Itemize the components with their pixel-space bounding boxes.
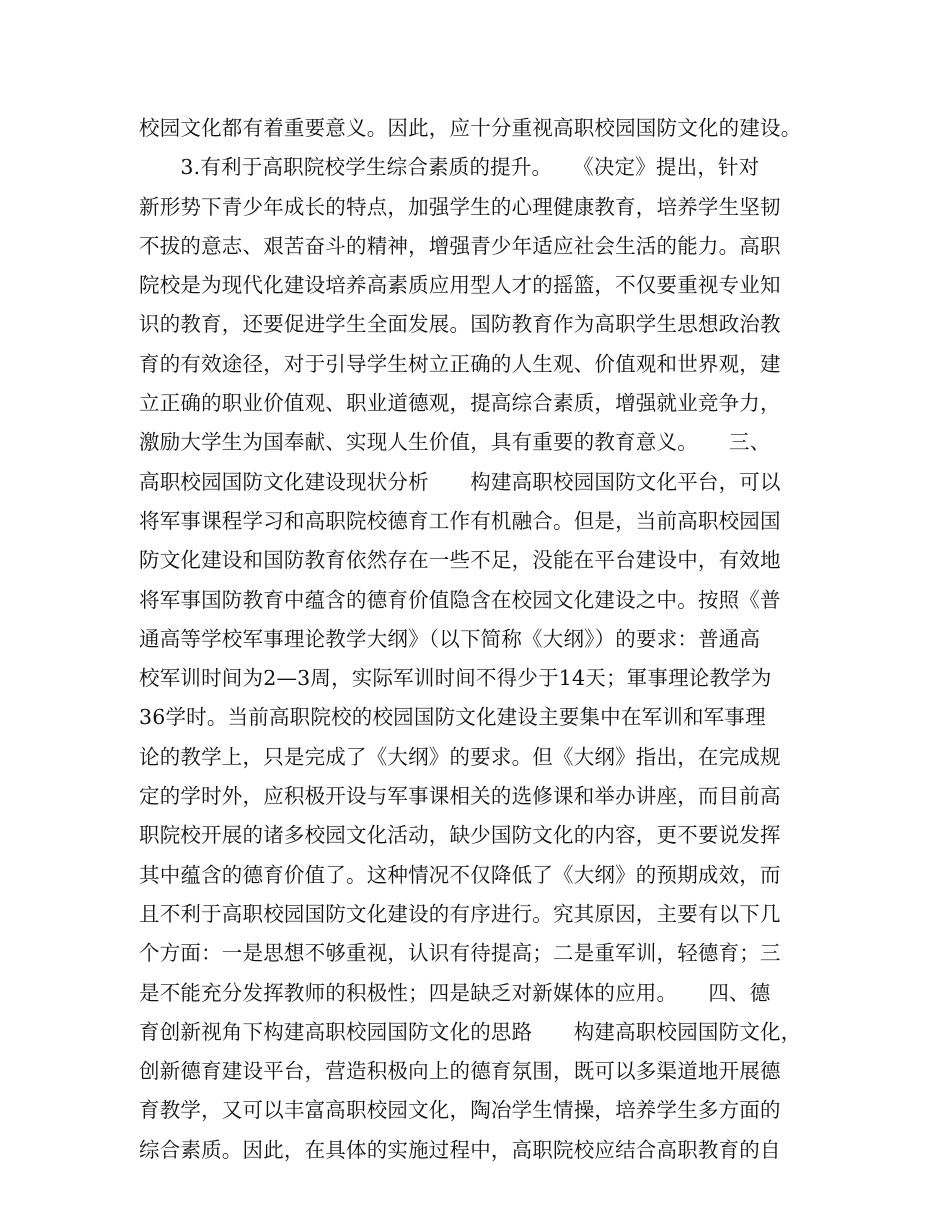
text-line: 将军事课程学习和高职院校德育工作有机融合。但是，当前高职校园国 [139, 508, 781, 533]
text-line: 个方面：一是思想不够重视，认识有待提高；二是重军训，轻德育；三 [139, 941, 781, 966]
text-line: 新形势下青少年成长的特点，加强学生的心理健康教育，培养学生坚韧 [139, 194, 781, 219]
text-line: 是不能充分发挥教师的积极性；四是缺乏对新媒体的应用。 四、德 [139, 980, 771, 1005]
text-line: 且不利于高职校园国防文化建设的有序进行。究其原因，主要有以下几 [139, 901, 781, 926]
text-line: 校军训时间为2—3周，实际军训时间不得少于14天；軍事理论教学为 [139, 666, 772, 691]
text-line: 其中蕴含的德育价值了。这种情况不仅降低了《大纲》的预期成效，而 [139, 862, 781, 887]
body-text [139, 109, 829, 1170]
text-line: 3.有利于高职院校学生综合素质的提升。 《决定》提出，针对 [139, 155, 760, 180]
text-line: 育教学，又可以丰富高职校园文化，陶冶学生情操，培养学生多方面的 [139, 1098, 781, 1123]
text-line: 立正确的职业价值观、职业道德观，提高综合素质，增强就业竞争力， [139, 391, 781, 416]
text-line: 识的教育，还要促进学生全面发展。国防教育作为高职学生思想政治教 [139, 312, 781, 337]
text-line: 定的学时外，应积极开设与军事课相关的选修课和举办讲座，而目前高 [139, 784, 781, 809]
text-line: 论的教学上，只是完成了《大纲》的要求。但《大纲》指出，在完成规 [139, 744, 781, 769]
text-line: 创新德育建设平台，营造积极向上的德育氛围，既可以多渠道地开展德 [139, 1059, 781, 1084]
text-line: 高职校园国防文化建设现状分析 构建高职校园国防文化平台，可以 [139, 469, 781, 494]
text-line: 防文化建设和国防教育依然存在一些不足，没能在平台建设中，有效地 [139, 548, 781, 573]
text-line: 育的有效途径，对于引导学生树立正确的人生观、价值观和世界观，建 [139, 351, 781, 376]
text-line: 院校是为现代化建设培养高素质应用型人才的摇篮，不仅要重视专业知 [139, 273, 781, 298]
text-line: 36学时。当前高职院校的校园国防文化建设主要集中在军训和军事理 [139, 705, 766, 730]
text-line: 综合素质。因此，在具体的实施过程中，高职院校应结合高职教育的自 [139, 1137, 781, 1162]
text-line: 将军事国防教育中蕴含的德育价值隐含在校园文化建设之中。按照《普 [139, 587, 781, 612]
text-line: 校园文化都有着重要意义。因此，应十分重视高职校园国防文化的建设。 [139, 116, 802, 140]
text-line: 通高等学校军事理论教学大纲》（以下简称《大纲》）的要求：普通高 [139, 626, 761, 651]
text-line: 育创新视角下构建高职校园国防文化的思路 构建高职校园国防文化， [139, 1019, 802, 1044]
text-line: 激励大学生为国奉献、实现人生价值，具有重要的教育意义。 三、 [139, 430, 771, 455]
text-line: 职院校开展的诸多校园文化活动，缺少国防文化的内容，更不要说发挥 [139, 823, 781, 848]
text-line: 不拔的意志、艰苦奋斗的精神，增强青少年适应社会生活的能力。高职 [139, 233, 781, 258]
